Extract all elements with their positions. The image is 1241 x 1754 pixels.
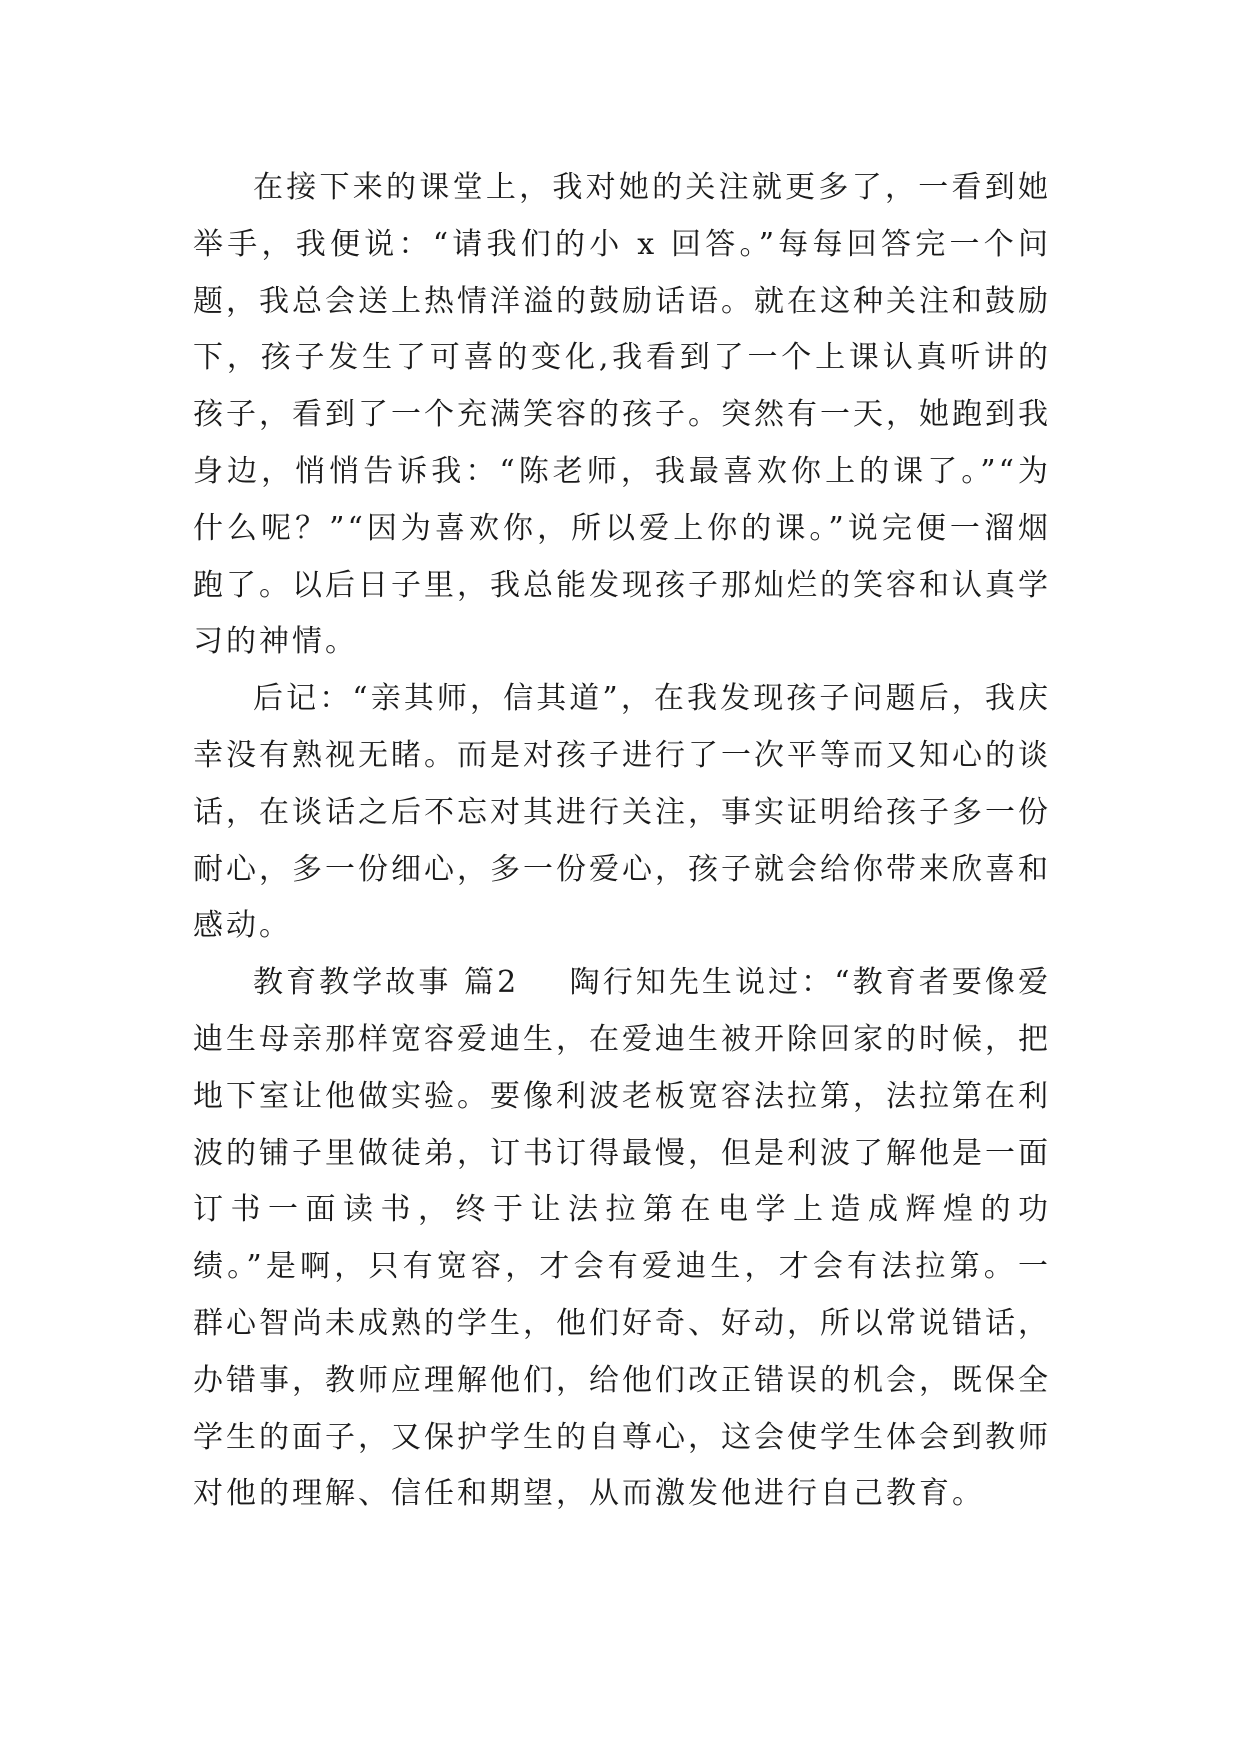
- document-body: [193, 160, 1051, 1523]
- paragraph-postscript: 后记：“亲其师，信其道”，在我发现孩子问题后，我庆幸没有熟视无睹。而是对孩子进行了一次平等而又知心的谈话，在谈话之后不忘对其进行关注，事实证明给孩子多一份耐心，多一份细心，多一份爱心，孩子就会给你带来欣喜和感动。: [193, 681, 1051, 944]
- paragraph-story-2: 教育教学故事 篇2 陶行知先生说过：“教育者要像爱迪生母亲那样宽容爱迪生，在爱迪生被开除回家的时候，把地下室让他做实验。要像利波老板宽容法拉第，法拉第在利波的铺子里做徒弟，订书订得最慢，但是利波了解他是一面订书一面读书，终于让法拉第在电学上造成辉煌的功绩。”是啊，只有宽容，才会有爱迪生，才会有法拉第。一群心智尚未成熟的学生，他们好奇、好动，所以常说错话，办错事，教师应理解他们，给他们改正错误的机会，既保全学生的面子，又保护学生的自尊心，这会使学生体会到教师对他的理解、信任和期望，从而激发他进行自己教育。: [193, 965, 1051, 1512]
- paragraph-classroom-story: 在接下来的课堂上，我对她的关注就更多了，一看到她举手，我便说：“请我们的小 x 回答。”每每回答完一个问题，我总会送上热情洋溢的鼓励话语。就在这种关注和鼓励下，孩子发生了可喜的变化,我看到了一个上课认真听讲的孩子，看到了一个充满笑容的孩子。突然有一天，她跑到我身边，悄悄告诉我：“陈老师，我最喜欢你上的课了。”“为什么呢？”“因为喜欢你，所以爱上你的课。”说完便一溜烟跑了。以后日子里，我总能发现孩子那灿烂的笑容和认真学习的神情。: [193, 170, 1051, 660]
